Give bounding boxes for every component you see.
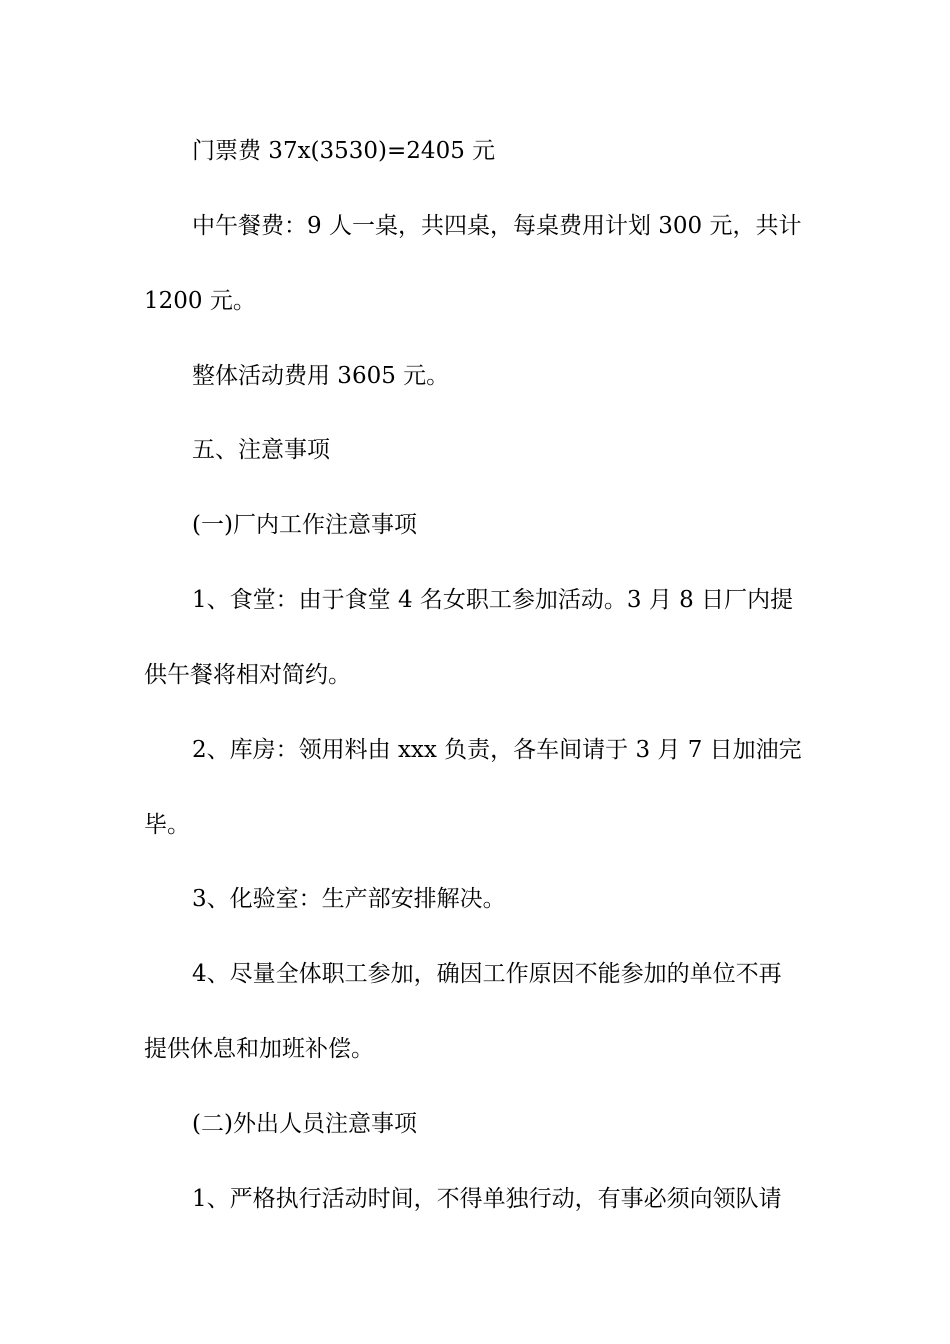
- text-line: 1200 元。: [144, 288, 256, 314]
- text-line: 中午餐费：9 人一桌，共四桌，每桌费用计划 300 元，共计: [192, 213, 802, 239]
- section-heading: 五、注意事项: [192, 437, 330, 463]
- text-line: 4、尽量全体职工参加，确因工作原因不能参加的单位不再: [192, 961, 782, 987]
- text-line: 3、化验室：生产部安排解决。: [192, 886, 506, 912]
- text-line: 提供休息和加班补偿。: [144, 1036, 374, 1062]
- text-line: 门票费 37x(3530)=2405 元: [192, 138, 496, 164]
- text-line: 整体活动费用 3605 元。: [192, 363, 450, 389]
- text-line: 1、严格执行活动时间，不得单独行动，有事必须向领队请: [192, 1186, 782, 1212]
- text-line: 2、库房：领用料由 xxx 负责，各车间请于 3 月 7 日加油完: [192, 737, 802, 763]
- subsection-heading: (二)外出人员注意事项: [192, 1111, 417, 1137]
- text-line: 供午餐将相对简约。: [144, 662, 351, 688]
- text-line: 1、食堂：由于食堂 4 名女职工参加活动。3 月 8 日厂内提: [192, 587, 794, 613]
- text-line: 毕。: [144, 812, 190, 838]
- subsection-heading: (一)厂内工作注意事项: [192, 512, 417, 538]
